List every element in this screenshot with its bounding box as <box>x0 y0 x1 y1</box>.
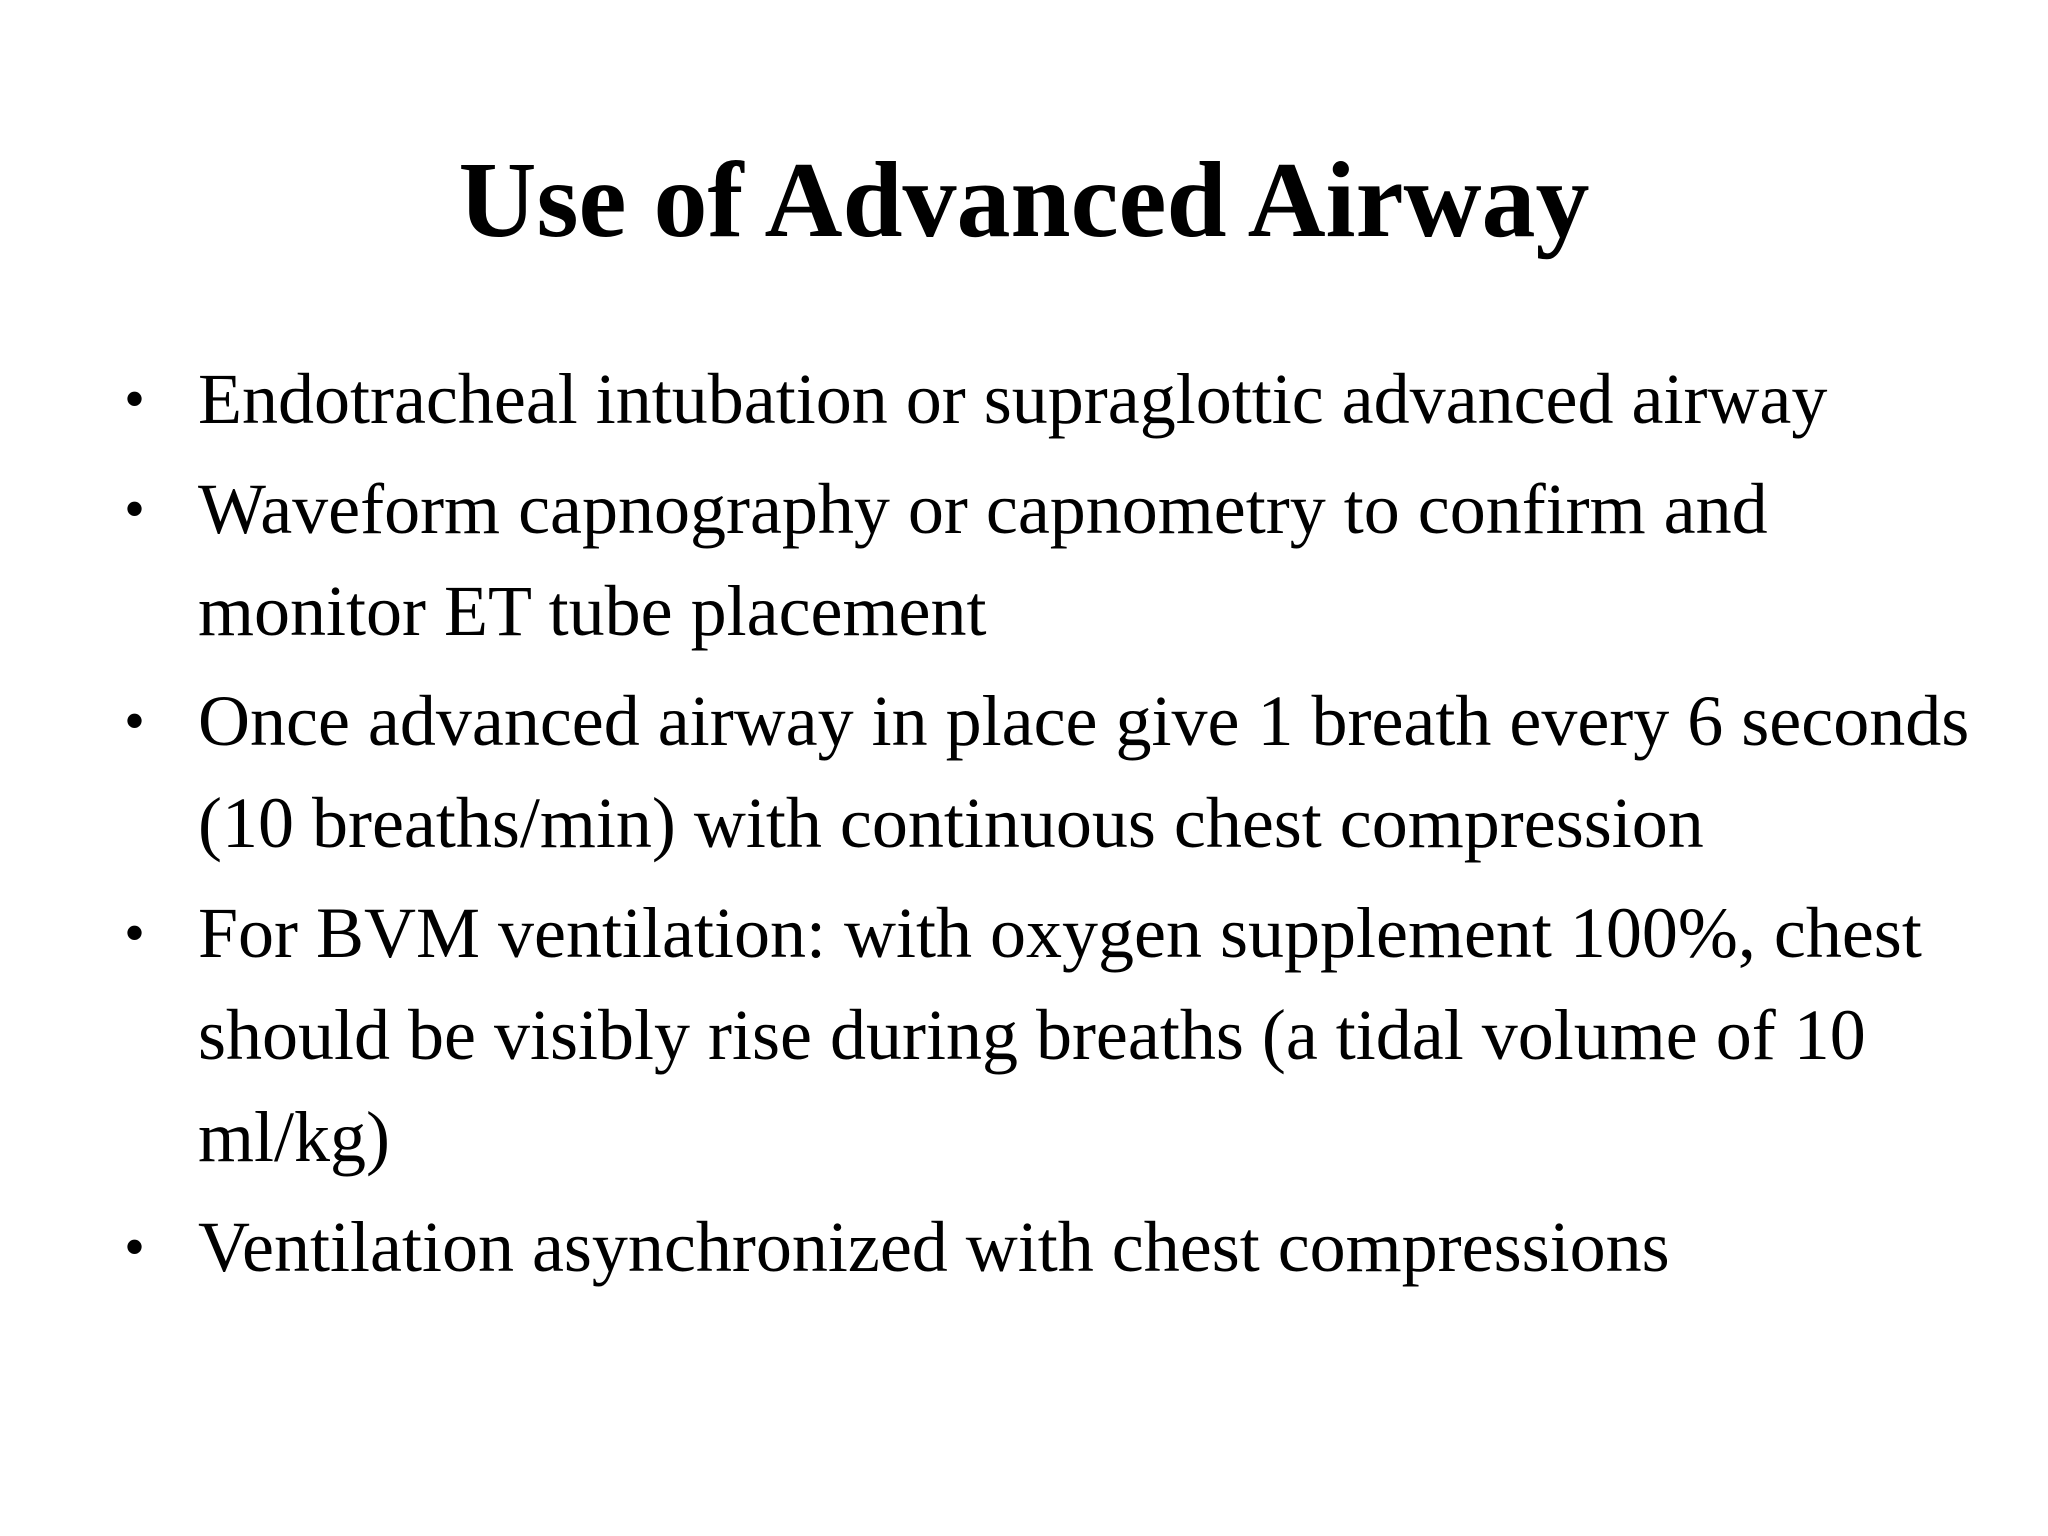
bullet-item <box>120 670 1980 874</box>
bullet-text: Once advanced airway in place give 1 breath every 6 seconds (10 breaths/min) with continuous chest compression <box>198 681 1970 863</box>
bullet-item <box>120 458 1980 662</box>
bullet-icon: • <box>124 688 146 754</box>
bullet-text: Waveform capnography or capnometry to confirm and monitor ET tube placement <box>198 469 1768 651</box>
bullet-icon: • <box>124 366 146 432</box>
bullet-item <box>120 348 1980 450</box>
bullet-icon: • <box>124 1214 146 1280</box>
bullet-icon: • <box>124 476 146 542</box>
bullet-text: Endotracheal intubation or supraglottic advanced airway <box>198 359 1828 439</box>
slide-title: Use of Advanced Airway <box>458 141 1590 260</box>
bullet-text: Ventilation asynchronized with chest compressions <box>198 1207 1670 1287</box>
bullet-item <box>120 1196 1980 1298</box>
bullet-text: For BVM ventilation: with oxygen supplement 100%, chest should be visibly rise during breaths (a tidal volume of 10 ml/kg) <box>198 893 1922 1177</box>
bullet-list <box>120 348 1980 1306</box>
bullet-icon: • <box>124 900 146 966</box>
bullet-item <box>120 882 1980 1188</box>
